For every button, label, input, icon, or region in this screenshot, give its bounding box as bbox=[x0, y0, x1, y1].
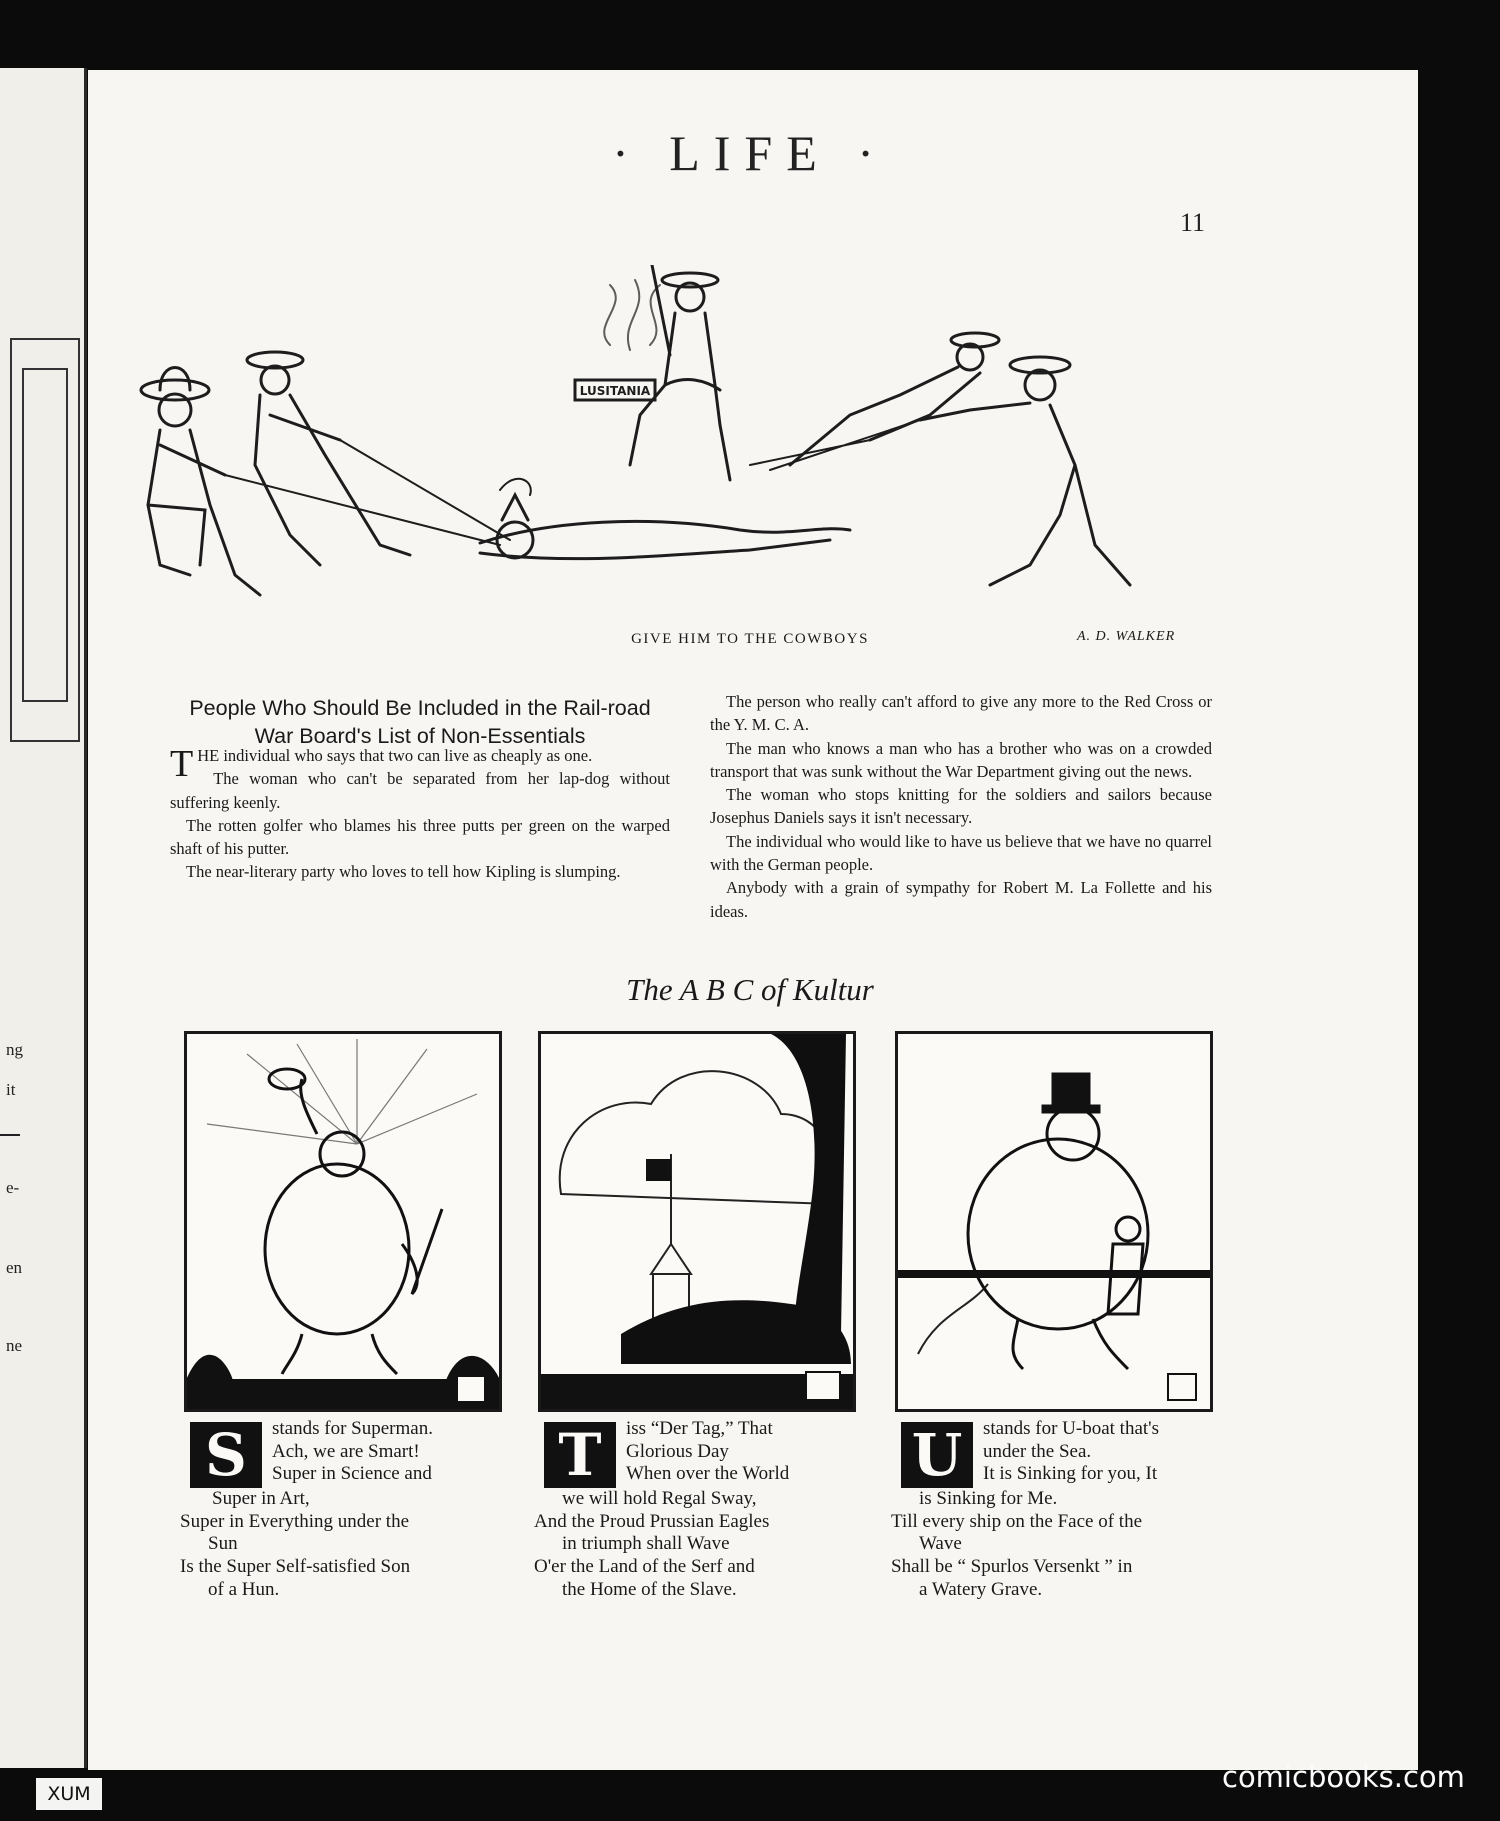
article-paragraph: The near-literary party who loves to tell how Kipling is slumping. bbox=[186, 862, 621, 882]
left-page-fragment: ne bbox=[6, 1336, 23, 1355]
verse-line: Shall be “ Spurlos Versenkt ” in bbox=[891, 1556, 1133, 1578]
article-column-right bbox=[710, 690, 1212, 923]
verse-line: And the Proud Prussian Eagles bbox=[534, 1510, 770, 1532]
verse-line: a Watery Grave. bbox=[919, 1578, 1043, 1600]
artist-signature: A. D. WALKER bbox=[1077, 629, 1176, 644]
panel-superman bbox=[184, 1031, 502, 1412]
left-page-fragment: ng bbox=[6, 1040, 23, 1059]
site-watermark: comicbooks.com bbox=[1222, 1760, 1465, 1794]
verse-t bbox=[534, 1418, 856, 1602]
verse-line: It is Sinking for you, It bbox=[983, 1463, 1158, 1485]
article-paragraph: The man who knows a man who has a brother who was on a crowded transport that was sunk without the War Department giving out the news. bbox=[710, 738, 1212, 781]
masthead: · LIFE · bbox=[612, 125, 888, 181]
verse-line: Is the Super Self-satisfied Son bbox=[180, 1556, 411, 1578]
article-column-left bbox=[170, 744, 670, 884]
article-paragraph: The woman who can't be separated from her lap-dog without suffering keenly. bbox=[170, 769, 670, 812]
verse-line: O'er the Land of the Serf and bbox=[534, 1556, 755, 1578]
verse-line: iss “Der Tag,” That bbox=[626, 1418, 773, 1439]
article-paragraph: The individual who would like to have us believe that we have no quarrel with the German people. bbox=[710, 831, 1212, 875]
verse-line: is Sinking for Me. bbox=[919, 1488, 1058, 1509]
verse-line: Super in Everything under the bbox=[180, 1510, 410, 1532]
lusitania-label: LUSITANIA bbox=[579, 384, 651, 398]
page-number: 11 bbox=[1180, 208, 1206, 237]
verse-line: we will hold Regal Sway, bbox=[562, 1488, 757, 1509]
article-title: People Who Should Be Included in the Rail-road War Board's List of Non-Essentials bbox=[189, 696, 651, 748]
verse-line: Glorious Day bbox=[626, 1440, 729, 1462]
drop-cap-t: T bbox=[544, 1422, 616, 1488]
verse-s bbox=[180, 1418, 502, 1602]
verse-line: of a Hun. bbox=[208, 1578, 280, 1600]
article-paragraph: THE individual who says that two can live as cheaply as one. bbox=[170, 743, 593, 785]
verse-line: Super in Science and bbox=[272, 1463, 432, 1485]
verse-line: under the Sea. bbox=[983, 1440, 1092, 1462]
verse-line: When over the World bbox=[626, 1463, 790, 1485]
verse-u bbox=[891, 1418, 1213, 1602]
left-facing-page bbox=[0, 68, 87, 1768]
article-paragraph: The woman who stops knitting for the soldiers and sailors because Josephus Daniels says it isn't necessary. bbox=[710, 785, 1212, 828]
panel-u-boat bbox=[895, 1031, 1213, 1412]
verse-line: stands for Superman. bbox=[272, 1418, 433, 1439]
verse-line: in triumph shall Wave bbox=[562, 1533, 730, 1555]
left-page-fragment: e- bbox=[6, 1178, 20, 1197]
article-paragraph: Anybody with a grain of sympathy for Robert M. La Follette and his ideas. bbox=[710, 878, 1212, 921]
panel-der-tag bbox=[538, 1031, 856, 1412]
left-page-fragment: en bbox=[6, 1258, 23, 1277]
verse-line: Ach, we are Smart! bbox=[272, 1440, 420, 1462]
verse-line: the Home of the Slave. bbox=[562, 1578, 737, 1600]
verse-line: Till every ship on the Face of the bbox=[891, 1510, 1143, 1532]
article-paragraph: The rotten golfer who blames his three putts per green on the warped shaft of his putter. bbox=[170, 815, 670, 859]
xum-label: XUM bbox=[36, 1778, 102, 1810]
drop-cap-s: S bbox=[190, 1422, 262, 1488]
cowboys-cartoon bbox=[130, 265, 1250, 635]
article-paragraph: The person who really can't afford to give any more to the Red Cross or the Y. M. C. A. bbox=[710, 692, 1212, 735]
drop-cap: T bbox=[170, 743, 194, 785]
verse-line: Super in Art, bbox=[212, 1488, 310, 1509]
verse-line: stands for U-boat that's bbox=[983, 1418, 1159, 1439]
left-page-fragment: it bbox=[6, 1080, 16, 1099]
left-page-rule bbox=[0, 1134, 20, 1136]
kultur-title: The A B C of Kultur bbox=[626, 972, 874, 1007]
cartoon-caption: GIVE HIM TO THE COWBOYS bbox=[631, 631, 869, 647]
drop-cap-u: U bbox=[901, 1422, 973, 1488]
verse-line: Wave bbox=[919, 1533, 962, 1555]
verse-line: Sun bbox=[208, 1533, 238, 1555]
door-panel bbox=[22, 368, 68, 702]
